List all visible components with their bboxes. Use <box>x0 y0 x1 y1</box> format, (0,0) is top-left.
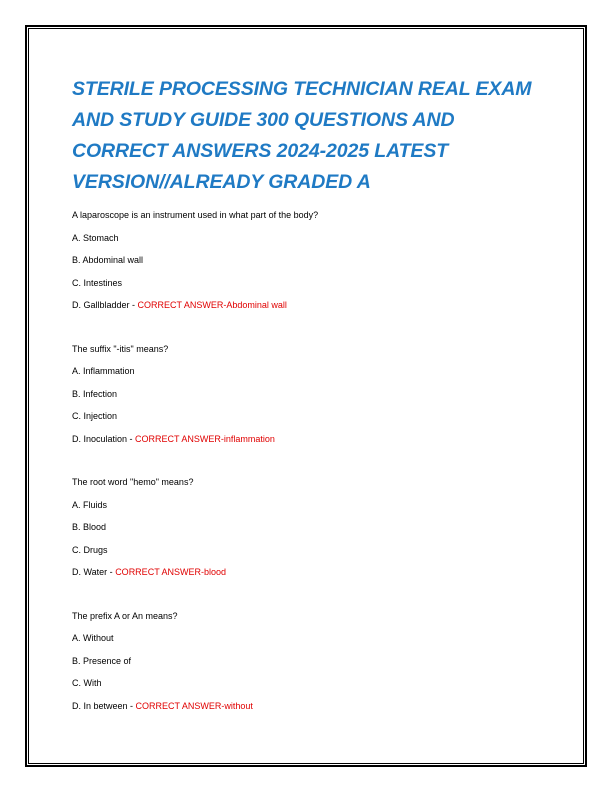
question-block-3 <box>72 477 542 590</box>
option-d-row <box>72 300 542 323</box>
option-b: B. Blood <box>72 522 107 532</box>
option-a: A. Inflammation <box>72 366 135 376</box>
option-d-row <box>72 434 542 457</box>
question-block-4 <box>72 611 542 724</box>
document-content <box>72 74 542 723</box>
option-a: A. Without <box>72 633 114 643</box>
question-text: The prefix A or An means? <box>72 610 178 621</box>
option-d: D. In between - <box>72 700 134 711</box>
option-b: B. Abdominal wall <box>72 255 144 265</box>
question-text: The root word "hemo" means? <box>72 477 194 487</box>
option-c: C. Intestines <box>72 277 123 288</box>
correct-answer: CORRECT ANSWER-without <box>135 700 253 711</box>
document-title: STERILE PROCESSING TECHNICIAN REAL EXAM AND STUDY GUIDE 300 QUESTIONS AND CORRECT ANSWERS 2024-2025 LATEST VERSION//ALREADY GRADED A <box>72 78 532 193</box>
option-b: B. Infection <box>72 388 118 399</box>
option-d: D. Water - <box>72 567 113 577</box>
correct-answer: CORRECT ANSWER-blood <box>115 567 227 577</box>
question-block-2 <box>72 344 542 457</box>
option-d-row <box>72 567 542 590</box>
option-a: A. Stomach <box>72 232 119 243</box>
option-c: C. With <box>72 678 102 688</box>
option-c: C. Drugs <box>72 544 108 555</box>
question-text: A laparoscope is an instrument used in what part of the body? <box>72 210 319 220</box>
option-b: B. Presence of <box>72 655 132 666</box>
correct-answer: CORRECT ANSWER-inflammation <box>135 433 275 444</box>
option-c: C. Injection <box>72 411 118 421</box>
option-d: D. Gallbladder - <box>72 300 136 310</box>
option-d: D. Inoculation - <box>72 433 133 444</box>
correct-answer: CORRECT ANSWER-Abdominal wall <box>137 300 287 310</box>
question-block-1 <box>72 210 542 323</box>
option-a: A. Fluids <box>72 499 108 510</box>
option-d-row <box>72 701 542 724</box>
question-text: The suffix "-itis" means? <box>72 343 169 354</box>
